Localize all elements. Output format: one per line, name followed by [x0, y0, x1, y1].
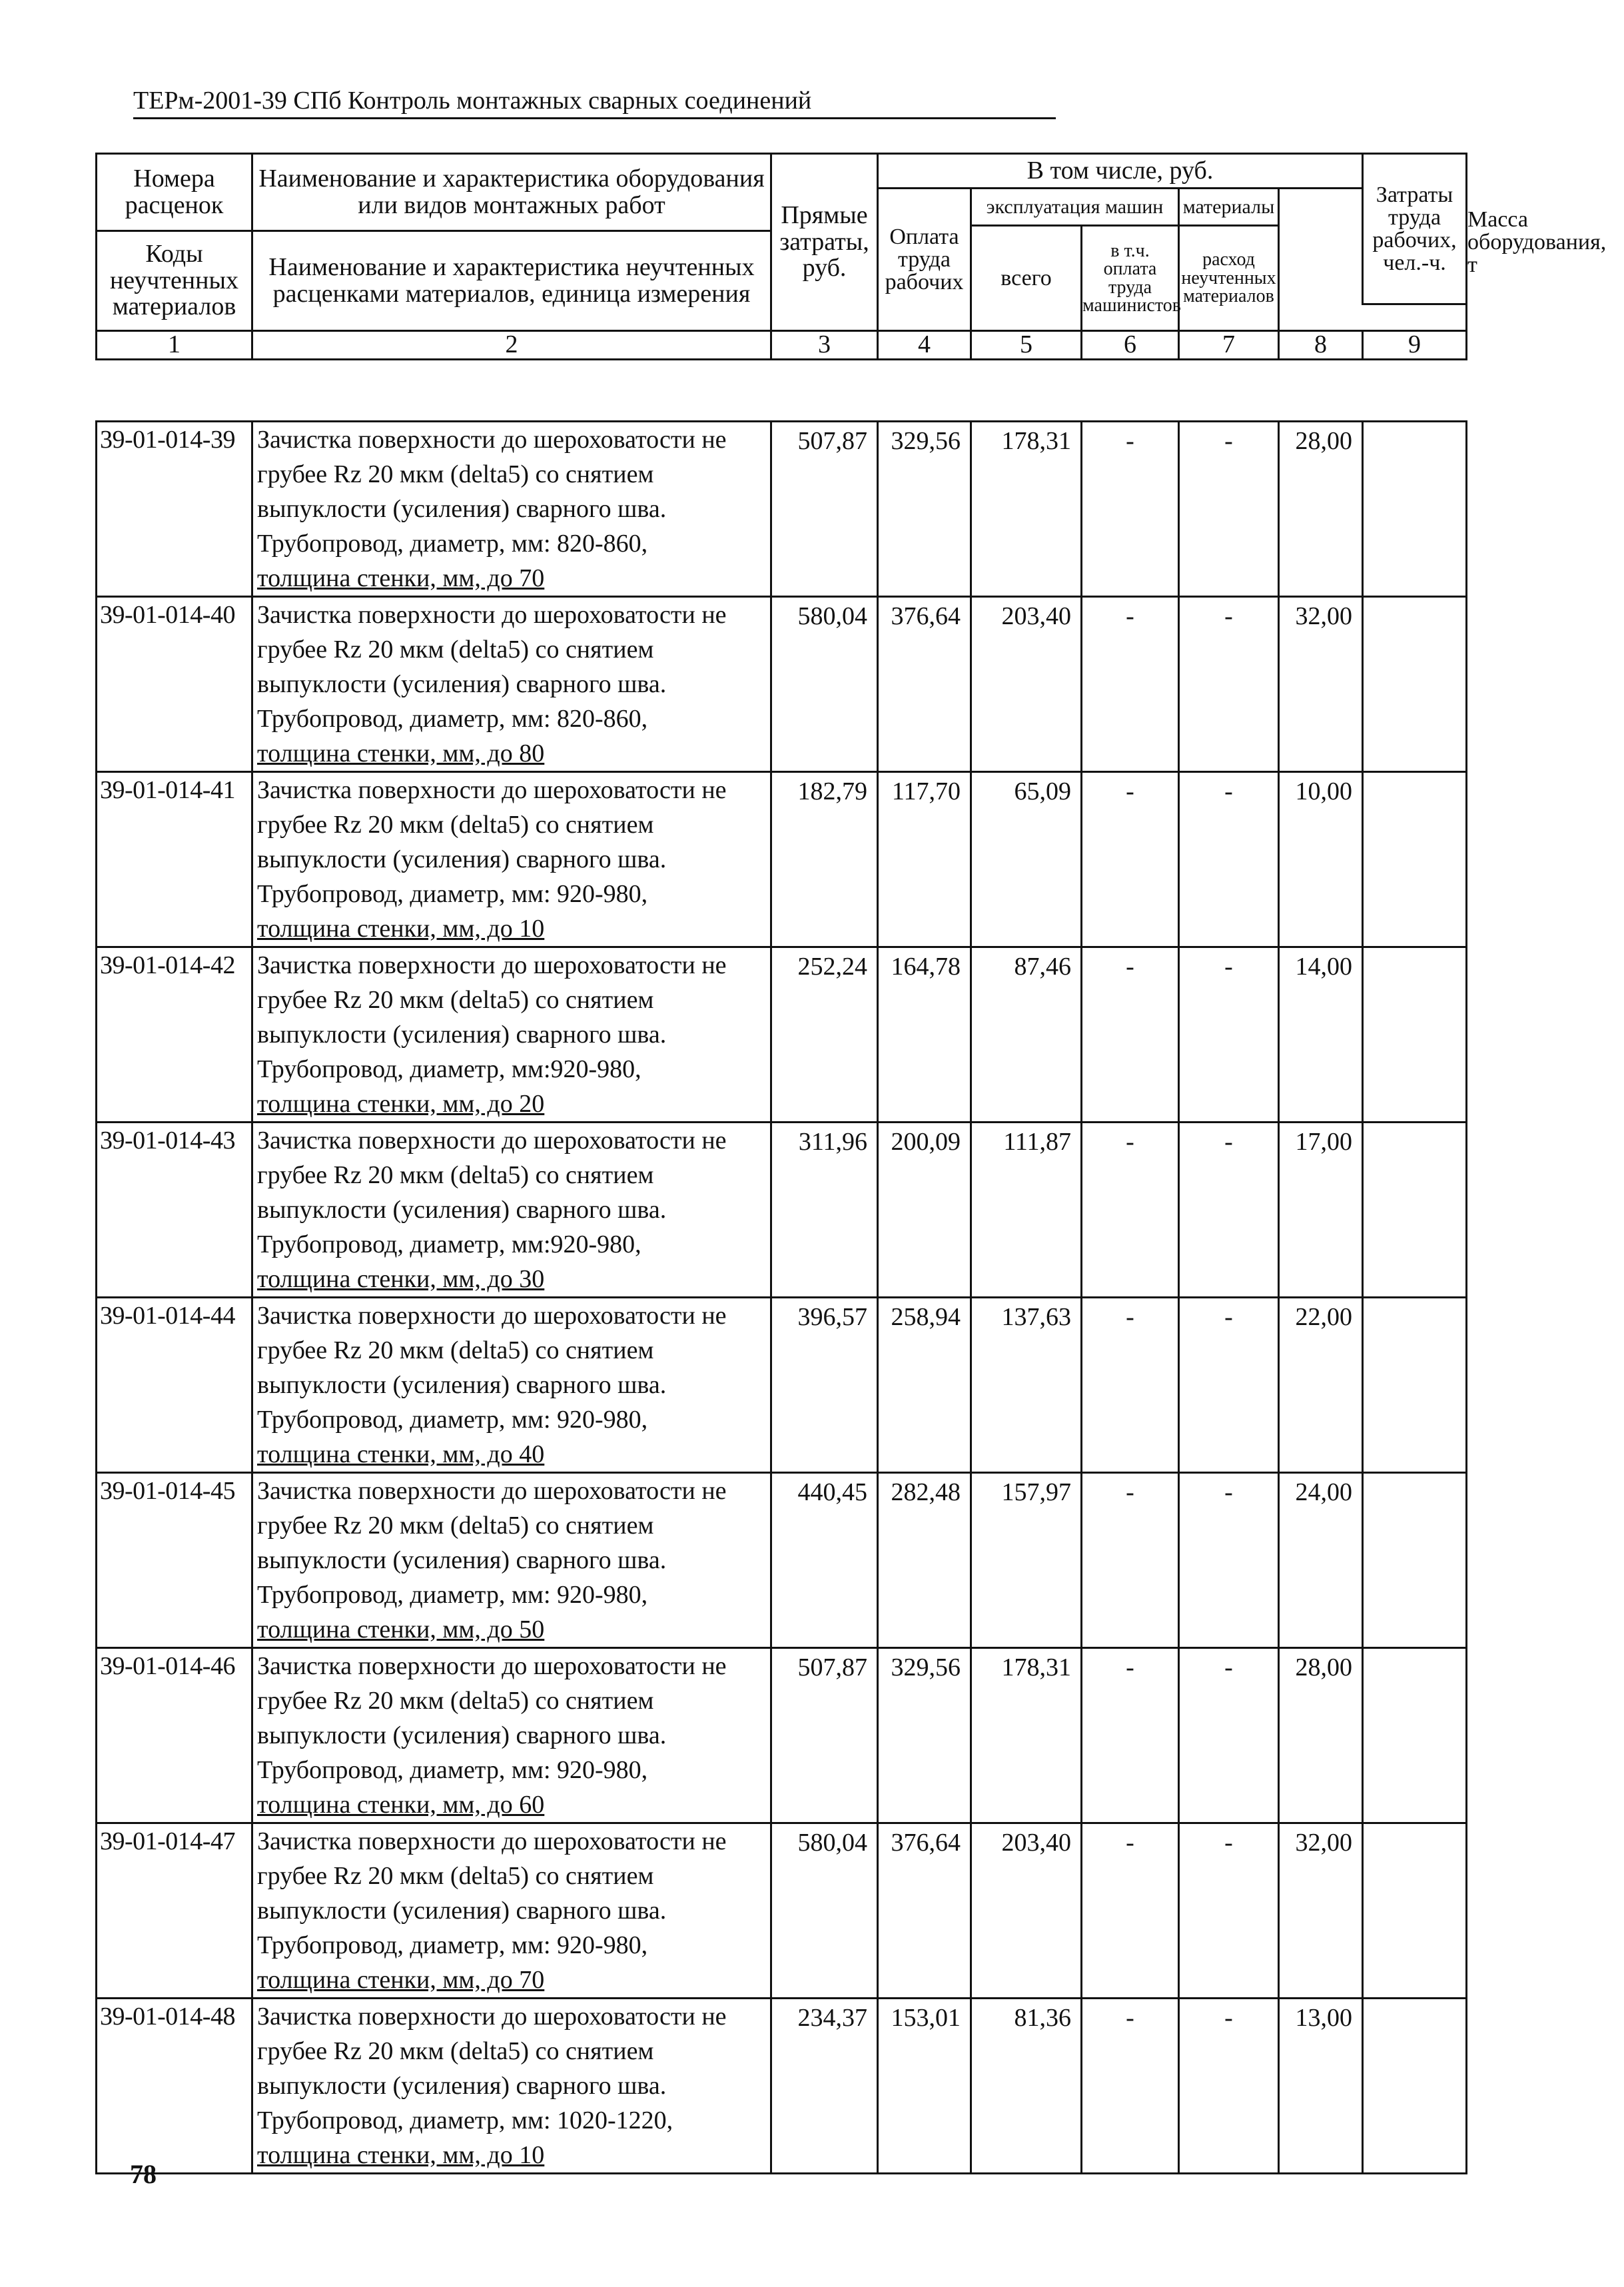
- direct-costs: 252,24: [771, 947, 878, 1123]
- header-number: 8: [1279, 331, 1363, 360]
- rate-wall-thickness: толщина стенки, мм, до 40: [257, 1440, 545, 1468]
- header-worker-pay: Оплата труда рабочих: [878, 189, 971, 331]
- table-row: [97, 772, 1467, 947]
- materials-consumption: -: [1179, 1473, 1279, 1648]
- operator-pay: -: [1082, 1648, 1179, 1823]
- rate-name: [252, 422, 771, 597]
- rate-name: [252, 1648, 771, 1823]
- rate-name: [252, 1823, 771, 1999]
- materials-consumption: -: [1179, 947, 1279, 1123]
- worker-pay: 282,48: [878, 1473, 971, 1648]
- header-number: 6: [1082, 331, 1179, 360]
- operator-pay: -: [1082, 1823, 1179, 1999]
- machines-total: 65,09: [971, 772, 1082, 947]
- direct-costs: 396,57: [771, 1298, 878, 1473]
- header-number: 4: [878, 331, 971, 360]
- labor-hours: 24,00: [1279, 1473, 1363, 1648]
- worker-pay: 258,94: [878, 1298, 971, 1473]
- rate-name: [252, 947, 771, 1123]
- table-header: Номера расценок Наименование и характеристика оборудования или видов монтажных работ Прямые затраты, руб. В том числе, руб. Затраты труда рабочих, чел.-ч. Масса оборудования, т Оплата труда рабочих эксплуатация машин материалы всего в т.ч. оплата труда машинистов расход неучтенных материалов Коды неучтенных материалов Наименование и характеристика неучтенных расценками материалов, единица измерения 1 2 3 4 5 6 7 8 9: [95, 153, 1467, 360]
- document-title: ТЕРм-2001-39 СПб Контроль монтажных сварных соединений: [133, 85, 1056, 119]
- header-number: 5: [971, 331, 1082, 360]
- worker-pay: 376,64: [878, 597, 971, 772]
- materials-consumption: -: [1179, 422, 1279, 597]
- worker-pay: 376,64: [878, 1823, 971, 1999]
- operator-pay: -: [1082, 1999, 1179, 2174]
- materials-consumption: -: [1179, 1123, 1279, 1298]
- table-row: [97, 1823, 1467, 1999]
- header-number: 2: [252, 331, 771, 360]
- machines-total: 87,46: [971, 947, 1082, 1123]
- header-number: 7: [1179, 331, 1279, 360]
- rate-code: 39-01-014-46: [97, 1648, 252, 1823]
- table-row: [97, 1473, 1467, 1648]
- rate-code: 39-01-014-41: [97, 772, 252, 947]
- rate-name: [252, 597, 771, 772]
- header-number: 3: [771, 331, 878, 360]
- labor-hours: 28,00: [1279, 422, 1363, 597]
- materials-consumption: -: [1179, 1823, 1279, 1999]
- header-codes-top: Номера расценок: [97, 154, 252, 231]
- rate-name: [252, 1298, 771, 1473]
- mass: [1363, 422, 1467, 597]
- rate-description: Зачистка поверхности до шероховатости не грубее Rz 20 мкм (delta5) со снятием выпуклости (усиления) сварного шва. Трубопровод, диаметр, мм: 920-980,: [257, 1477, 727, 1609]
- rate-description: Зачистка поверхности до шероховатости не грубее Rz 20 мкм (delta5) со снятием выпуклости (усиления) сварного шва. Трубопровод, диаметр, мм:920-980,: [257, 1127, 727, 1258]
- direct-costs: 440,45: [771, 1473, 878, 1648]
- table-row: [97, 597, 1467, 772]
- labor-hours: 17,00: [1279, 1123, 1363, 1298]
- worker-pay: 164,78: [878, 947, 971, 1123]
- rate-code: 39-01-014-39: [97, 422, 252, 597]
- worker-pay: 329,56: [878, 422, 971, 597]
- machines-total: 178,31: [971, 1648, 1082, 1823]
- mass: [1363, 1298, 1467, 1473]
- rate-wall-thickness: толщина стенки, мм, до 60: [257, 1791, 545, 1819]
- rate-name: [252, 1473, 771, 1648]
- rate-code: 39-01-014-42: [97, 947, 252, 1123]
- rate-wall-thickness: толщина стенки, мм, до 30: [257, 1265, 545, 1293]
- rate-wall-thickness: толщина стенки, мм, до 50: [257, 1615, 545, 1643]
- machines-total: 178,31: [971, 422, 1082, 597]
- mass: [1363, 1823, 1467, 1999]
- materials-consumption: -: [1179, 597, 1279, 772]
- rate-code: 39-01-014-45: [97, 1473, 252, 1648]
- direct-costs: 507,87: [771, 1648, 878, 1823]
- operator-pay: -: [1082, 1473, 1179, 1648]
- rate-description: Зачистка поверхности до шероховатости не грубее Rz 20 мкм (delta5) со снятием выпуклости (усиления) сварного шва. Трубопровод, диаметр, мм: 920-980,: [257, 1827, 727, 1959]
- materials-consumption: -: [1179, 1999, 1279, 2174]
- header-number: 1: [97, 331, 252, 360]
- direct-costs: 580,04: [771, 1823, 878, 1999]
- operator-pay: -: [1082, 1298, 1179, 1473]
- rate-wall-thickness: толщина стенки, мм, до 70: [257, 564, 545, 592]
- header-operator-pay: в т.ч. оплата труда машинистов: [1082, 226, 1179, 331]
- rate-description: Зачистка поверхности до шероховатости не грубее Rz 20 мкм (delta5) со снятием выпуклости (усиления) сварного шва. Трубопровод, диаметр, мм: 820-860,: [257, 601, 727, 733]
- table-row: [97, 1648, 1467, 1823]
- rate-description: Зачистка поверхности до шероховатости не грубее Rz 20 мкм (delta5) со снятием выпуклости (усиления) сварного шва. Трубопровод, диаметр, мм: 920-980,: [257, 1302, 727, 1434]
- mass: [1363, 597, 1467, 772]
- header-codes-bottom: Коды неучтенных материалов: [97, 231, 252, 331]
- rate-code: 39-01-014-48: [97, 1999, 252, 2174]
- machines-total: 157,97: [971, 1473, 1082, 1648]
- direct-costs: 311,96: [771, 1123, 878, 1298]
- direct-costs: 234,37: [771, 1999, 878, 2174]
- mass: [1363, 772, 1467, 947]
- rate-name: [252, 772, 771, 947]
- header-labor-hours: Затраты труда рабочих, чел.-ч.: [1363, 154, 1467, 304]
- operator-pay: -: [1082, 422, 1179, 597]
- header-direct-costs: Прямые затраты, руб.: [771, 154, 878, 331]
- rate-description: Зачистка поверхности до шероховатости не грубее Rz 20 мкм (delta5) со снятием выпуклости (усиления) сварного шва. Трубопровод, диаметр, мм: 1020-1220,: [257, 2003, 727, 2134]
- header-machines-total: всего: [971, 226, 1082, 331]
- worker-pay: 153,01: [878, 1999, 971, 2174]
- header-unaccounted-materials: расход неучтенных материалов: [1179, 226, 1279, 331]
- rate-name: [252, 1999, 771, 2174]
- header-group-including: В том числе, руб.: [878, 154, 1363, 189]
- rate-wall-thickness: толщина стенки, мм, до 20: [257, 1090, 545, 1118]
- mass: [1363, 1123, 1467, 1298]
- labor-hours: 22,00: [1279, 1298, 1363, 1473]
- table-row: [97, 947, 1467, 1123]
- rate-wall-thickness: толщина стенки, мм, до 80: [257, 739, 545, 767]
- header-machines: эксплуатация машин: [971, 189, 1179, 226]
- direct-costs: 182,79: [771, 772, 878, 947]
- labor-hours: 32,00: [1279, 1823, 1363, 1999]
- operator-pay: -: [1082, 947, 1179, 1123]
- header-materials: материалы: [1179, 189, 1279, 226]
- materials-consumption: -: [1179, 1298, 1279, 1473]
- header-name-bottom: Наименование и характеристика неучтенных расценками материалов, единица измерения: [252, 231, 771, 331]
- rate-wall-thickness: толщина стенки, мм, до 70: [257, 1966, 545, 1994]
- rate-description: Зачистка поверхности до шероховатости не грубее Rz 20 мкм (delta5) со снятием выпуклости (усиления) сварного шва. Трубопровод, диаметр, мм:920-980,: [257, 951, 727, 1083]
- rate-description: Зачистка поверхности до шероховатости не грубее Rz 20 мкм (delta5) со снятием выпуклости (усиления) сварного шва. Трубопровод, диаметр, мм: 920-980,: [257, 776, 727, 908]
- rate-wall-thickness: толщина стенки, мм, до 10: [257, 915, 545, 943]
- rate-code: 39-01-014-44: [97, 1298, 252, 1473]
- rate-code: 39-01-014-47: [97, 1823, 252, 1999]
- worker-pay: 329,56: [878, 1648, 971, 1823]
- operator-pay: -: [1082, 772, 1179, 947]
- table-row: [97, 422, 1467, 597]
- mass: [1363, 1473, 1467, 1648]
- mass: [1363, 1999, 1467, 2174]
- machines-total: 203,40: [971, 597, 1082, 772]
- table-row: [97, 1298, 1467, 1473]
- machines-total: 81,36: [971, 1999, 1082, 2174]
- rate-code: 39-01-014-43: [97, 1123, 252, 1298]
- materials-consumption: -: [1179, 1648, 1279, 1823]
- mass: [1363, 947, 1467, 1123]
- machines-total: 137,63: [971, 1298, 1082, 1473]
- header-name-top: Наименование и характеристика оборудования или видов монтажных работ: [252, 154, 771, 231]
- labor-hours: 10,00: [1279, 772, 1363, 947]
- rate-code: 39-01-014-40: [97, 597, 252, 772]
- labor-hours: 32,00: [1279, 597, 1363, 772]
- mass: [1363, 1648, 1467, 1823]
- operator-pay: -: [1082, 597, 1179, 772]
- worker-pay: 117,70: [878, 772, 971, 947]
- table-row: [97, 1123, 1467, 1298]
- machines-total: 111,87: [971, 1123, 1082, 1298]
- machines-total: 203,40: [971, 1823, 1082, 1999]
- rate-description: Зачистка поверхности до шероховатости не грубее Rz 20 мкм (delta5) со снятием выпуклости (усиления) сварного шва. Трубопровод, диаметр, мм: 920-980,: [257, 1652, 727, 1784]
- header-number: 9: [1363, 331, 1467, 360]
- rate-wall-thickness: толщина стенки, мм, до 10: [257, 2141, 545, 2169]
- labor-hours: 14,00: [1279, 947, 1363, 1123]
- materials-consumption: -: [1179, 772, 1279, 947]
- labor-hours: 28,00: [1279, 1648, 1363, 1823]
- table-row: [97, 1999, 1467, 2174]
- rate-name: [252, 1123, 771, 1298]
- direct-costs: 507,87: [771, 422, 878, 597]
- direct-costs: 580,04: [771, 597, 878, 772]
- worker-pay: 200,09: [878, 1123, 971, 1298]
- page-number: 78: [130, 2159, 157, 2189]
- rates-table: [95, 420, 1467, 2174]
- operator-pay: -: [1082, 1123, 1179, 1298]
- rate-description: Зачистка поверхности до шероховатости не грубее Rz 20 мкм (delta5) со снятием выпуклости (усиления) сварного шва. Трубопровод, диаметр, мм: 820-860,: [257, 426, 727, 558]
- labor-hours: 13,00: [1279, 1999, 1363, 2174]
